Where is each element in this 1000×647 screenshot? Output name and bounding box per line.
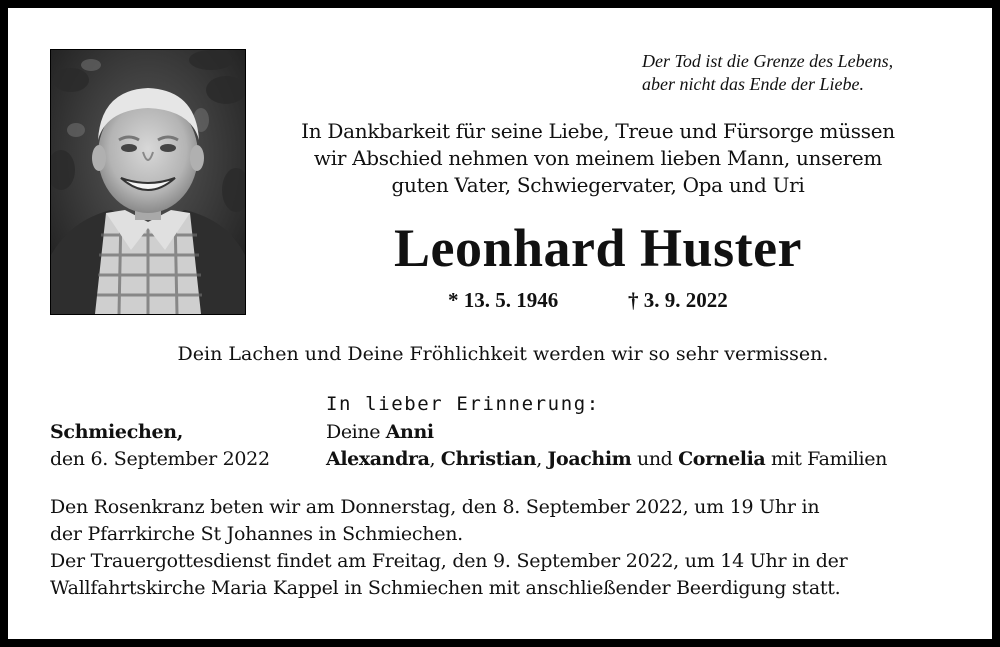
service-line: Wallfahrtskirche Maria Kappel in Schmiechen mit anschließender Beerdigung statt.: [50, 577, 841, 599]
intro-text: [258, 118, 938, 199]
place-and-date: [50, 419, 270, 473]
intro-line: In Dankbarkeit für seine Liebe, Treue und Fürsorge müssen: [301, 119, 895, 143]
separator: ,: [536, 448, 548, 470]
service-line: Der Trauergottesdienst findet am Freitag, den 9. September 2022, um 14 Uhr in der: [50, 550, 848, 572]
mourner-prefix: Deine: [326, 421, 386, 443]
birth-date: * 13. 5. 1946: [448, 288, 559, 312]
service-line: der Pfarrkirche St Johannes in Schmiechen.: [50, 523, 463, 545]
death-date: † 3. 9. 2022: [628, 288, 728, 312]
service-line: Den Rosenkranz beten wir am Donnerstag, den 8. September 2022, um 19 Uhr in: [50, 496, 820, 518]
mourner-name: Christian: [440, 448, 537, 470]
intro-line: guten Vater, Schwiegervater, Opa und Uri: [391, 173, 805, 197]
mourner-name: Joachim: [547, 448, 632, 470]
quote-line: aber nicht das Ende der Liebe.: [642, 74, 864, 94]
separator: und: [631, 448, 679, 470]
service-details: [50, 494, 980, 602]
mourner-suffix: mit Familien: [765, 448, 887, 470]
notice-date: den 6. September 2022: [50, 448, 270, 470]
obituary-notice: [8, 8, 992, 639]
separator: ,: [429, 448, 441, 470]
mourner-name: Anni: [385, 421, 434, 443]
remembrance-heading: In lieber Erinnerung:: [326, 393, 600, 415]
town-name: Schmiechen,: [50, 421, 184, 443]
mourner-name: Alexandra: [326, 448, 430, 470]
mourners-line-children: [326, 446, 887, 473]
mourners-line-spouse: [326, 419, 887, 446]
intro-line: wir Abschied nehmen von meinem lieben Mann, unserem: [313, 146, 883, 170]
deceased-name: Leonhard Huster: [393, 218, 803, 278]
epigraph-quote: [642, 50, 982, 96]
memorial-line: Dein Lachen und Deine Fröhlichkeit werden wir so sehr vermissen.: [177, 343, 829, 365]
mourners-list: [326, 419, 887, 473]
quote-line: Der Tod ist die Grenze des Lebens,: [642, 51, 894, 71]
mourner-name: Cornelia: [678, 448, 766, 470]
portrait-photo: [50, 49, 246, 315]
